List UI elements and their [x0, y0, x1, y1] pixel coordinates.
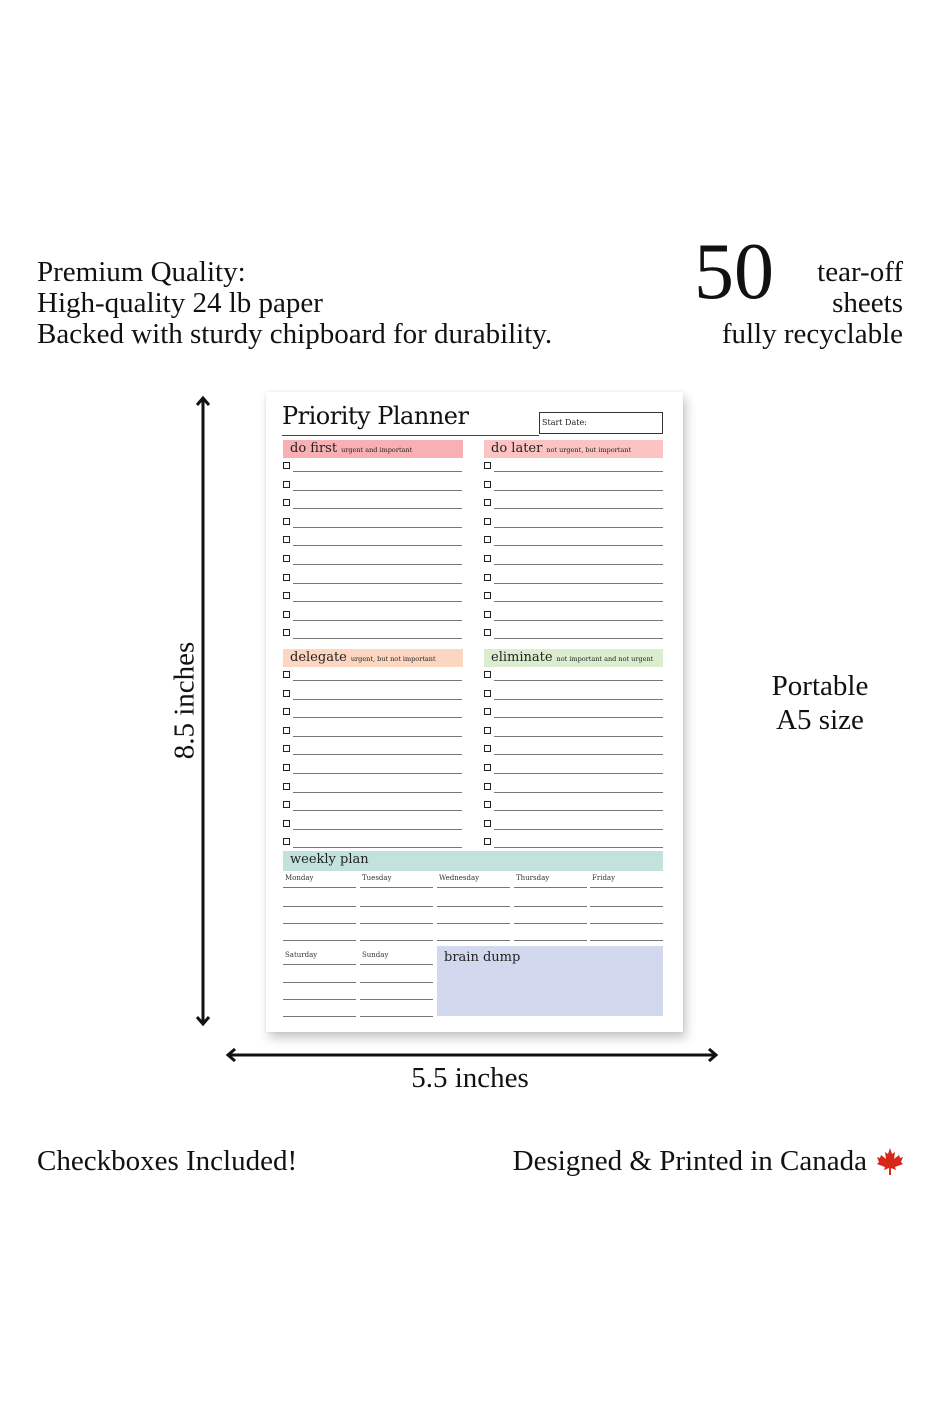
checkbox[interactable]	[283, 801, 290, 808]
planner-sheet	[266, 392, 683, 1032]
checkbox[interactable]	[484, 745, 491, 752]
task-line[interactable]	[293, 620, 462, 621]
day-line[interactable]	[360, 906, 433, 907]
quadrant-header-do-later	[484, 440, 663, 458]
checkbox[interactable]	[283, 518, 290, 525]
day-line[interactable]	[514, 906, 587, 907]
checkbox[interactable]	[283, 727, 290, 734]
checkbox[interactable]	[283, 764, 290, 771]
checkbox[interactable]	[484, 555, 491, 562]
width-label: 5.5 inches	[411, 1062, 529, 1094]
brain-dump-area[interactable]: brain dump	[437, 946, 663, 1016]
quadrant-title: eliminate	[491, 650, 553, 665]
task-line[interactable]	[293, 699, 462, 700]
day-line[interactable]	[283, 940, 356, 941]
quality-line: High-quality 24 lb paper	[37, 287, 323, 319]
task-line[interactable]	[494, 527, 663, 528]
day-line[interactable]	[283, 1016, 356, 1017]
maple-leaf-icon	[875, 1146, 905, 1176]
task-line[interactable]	[494, 545, 663, 546]
task-line[interactable]	[293, 490, 462, 491]
day-line[interactable]	[590, 923, 663, 924]
task-line[interactable]	[494, 680, 663, 681]
quadrant-subtitle: not important and not urgent	[556, 655, 654, 663]
checkbox[interactable]	[283, 671, 290, 678]
day-line[interactable]	[514, 923, 587, 924]
quadrant-header-do-first	[283, 440, 463, 458]
task-line[interactable]	[494, 508, 663, 509]
checkbox[interactable]	[484, 629, 491, 636]
checkbox[interactable]	[484, 783, 491, 790]
task-line[interactable]	[494, 564, 663, 565]
day-label: Wednesday	[439, 874, 480, 882]
checkbox[interactable]	[283, 462, 290, 469]
checkbox[interactable]	[484, 838, 491, 845]
day-line[interactable]	[360, 1016, 433, 1017]
day-line[interactable]	[283, 999, 356, 1000]
checkbox[interactable]	[283, 481, 290, 488]
checkbox[interactable]	[484, 462, 491, 469]
day-line[interactable]	[360, 887, 433, 888]
day-line[interactable]	[437, 906, 510, 907]
size-label: A5 size	[776, 704, 864, 736]
task-line[interactable]	[293, 545, 462, 546]
task-line[interactable]	[293, 736, 462, 737]
day-line[interactable]	[360, 940, 433, 941]
start-date-field[interactable]: Start Date:	[539, 412, 663, 434]
task-line[interactable]	[293, 829, 462, 830]
task-line[interactable]	[494, 583, 663, 584]
task-line[interactable]	[494, 847, 663, 848]
quadrant-subtitle: not urgent, but important	[546, 446, 632, 454]
task-line[interactable]	[494, 829, 663, 830]
day-label: Tuesday	[362, 874, 392, 882]
day-label: Thursday	[516, 874, 550, 882]
checkbox[interactable]	[484, 764, 491, 771]
day-line[interactable]	[514, 887, 587, 888]
task-line[interactable]	[293, 601, 462, 602]
task-line[interactable]	[293, 638, 462, 639]
day-label: Monday	[285, 874, 314, 882]
checkbox[interactable]	[484, 574, 491, 581]
quadrant-header-eliminate	[484, 649, 663, 667]
checkbox[interactable]	[283, 592, 290, 599]
day-line[interactable]	[437, 940, 510, 941]
task-line[interactable]	[293, 847, 462, 848]
day-line[interactable]	[360, 923, 433, 924]
day-line[interactable]	[514, 940, 587, 941]
checkbox[interactable]	[484, 481, 491, 488]
checkbox[interactable]	[484, 499, 491, 506]
quadrant-subtitle: urgent, but not important	[350, 655, 436, 663]
day-line[interactable]	[590, 940, 663, 941]
checkbox[interactable]	[283, 536, 290, 543]
task-line[interactable]	[293, 773, 462, 774]
task-line[interactable]	[494, 699, 663, 700]
quadrant-subtitle: urgent and important	[341, 446, 413, 454]
task-line[interactable]	[293, 527, 462, 528]
task-line[interactable]	[494, 601, 663, 602]
task-line[interactable]	[293, 810, 462, 811]
planner-title: Priority Planner	[282, 402, 469, 430]
day-line[interactable]	[590, 906, 663, 907]
day-line[interactable]	[360, 964, 433, 965]
day-line[interactable]	[283, 923, 356, 924]
checkbox[interactable]	[283, 499, 290, 506]
checkbox[interactable]	[484, 708, 491, 715]
day-label: Saturday	[285, 951, 318, 959]
day-label: Friday	[592, 874, 616, 882]
checkbox[interactable]	[484, 592, 491, 599]
task-line[interactable]	[293, 680, 462, 681]
checkbox[interactable]	[283, 820, 290, 827]
checkbox[interactable]	[283, 745, 290, 752]
day-line[interactable]	[283, 982, 356, 983]
task-line[interactable]	[494, 490, 663, 491]
quadrant-header-delegate	[283, 649, 463, 667]
quadrant-title: do first	[290, 441, 338, 456]
day-line[interactable]	[590, 887, 663, 888]
checkbox[interactable]	[283, 611, 290, 618]
quality-line: Premium Quality:	[37, 256, 246, 288]
checkbox[interactable]	[283, 690, 290, 697]
checkbox[interactable]	[484, 671, 491, 678]
task-line[interactable]	[293, 792, 462, 793]
checkbox[interactable]	[484, 690, 491, 697]
checkbox[interactable]	[283, 629, 290, 636]
weekly-plan-header: weekly plan	[283, 851, 663, 871]
checkbox[interactable]	[484, 536, 491, 543]
checkbox[interactable]	[484, 518, 491, 525]
day-line[interactable]	[283, 887, 356, 888]
divider	[282, 435, 539, 436]
task-line[interactable]	[494, 792, 663, 793]
height-label: 8.5 inches	[168, 641, 201, 760]
sheet-label: tear-off	[817, 256, 903, 288]
checkboxes-label: Checkboxes Included!	[37, 1145, 298, 1177]
day-line[interactable]	[283, 964, 356, 965]
origin-label: Designed & Printed in Canada	[512, 1145, 867, 1177]
quadrant-title: do later	[491, 441, 543, 456]
checkbox[interactable]	[283, 708, 290, 715]
task-line[interactable]	[494, 810, 663, 811]
checkbox[interactable]	[484, 611, 491, 618]
day-line[interactable]	[437, 887, 510, 888]
day-line[interactable]	[360, 982, 433, 983]
task-line[interactable]	[494, 620, 663, 621]
sheet-label: sheets	[832, 287, 903, 319]
sheet-count: 50	[694, 228, 774, 316]
task-line[interactable]	[293, 508, 462, 509]
task-line[interactable]	[494, 736, 663, 737]
size-label: Portable	[771, 670, 869, 702]
task-line[interactable]	[494, 638, 663, 639]
day-line[interactable]	[437, 923, 510, 924]
task-line[interactable]	[293, 583, 462, 584]
task-line[interactable]	[494, 773, 663, 774]
task-line[interactable]	[293, 754, 462, 755]
quadrant-title: delegate	[290, 650, 347, 665]
checkbox[interactable]	[283, 574, 290, 581]
checkbox[interactable]	[484, 820, 491, 827]
task-line[interactable]	[293, 564, 462, 565]
day-line[interactable]	[283, 906, 356, 907]
task-line[interactable]	[494, 471, 663, 472]
checkbox[interactable]	[484, 801, 491, 808]
task-line[interactable]	[494, 754, 663, 755]
day-line[interactable]	[360, 999, 433, 1000]
checkbox[interactable]	[283, 783, 290, 790]
task-line[interactable]	[293, 717, 462, 718]
day-label: Sunday	[362, 951, 389, 959]
task-line[interactable]	[494, 717, 663, 718]
checkbox[interactable]	[283, 838, 290, 845]
checkbox[interactable]	[484, 727, 491, 734]
checkbox[interactable]	[283, 555, 290, 562]
task-line[interactable]	[293, 471, 462, 472]
recyclable-label: fully recyclable	[721, 318, 903, 350]
quality-line: Backed with sturdy chipboard for durability.	[37, 318, 553, 350]
